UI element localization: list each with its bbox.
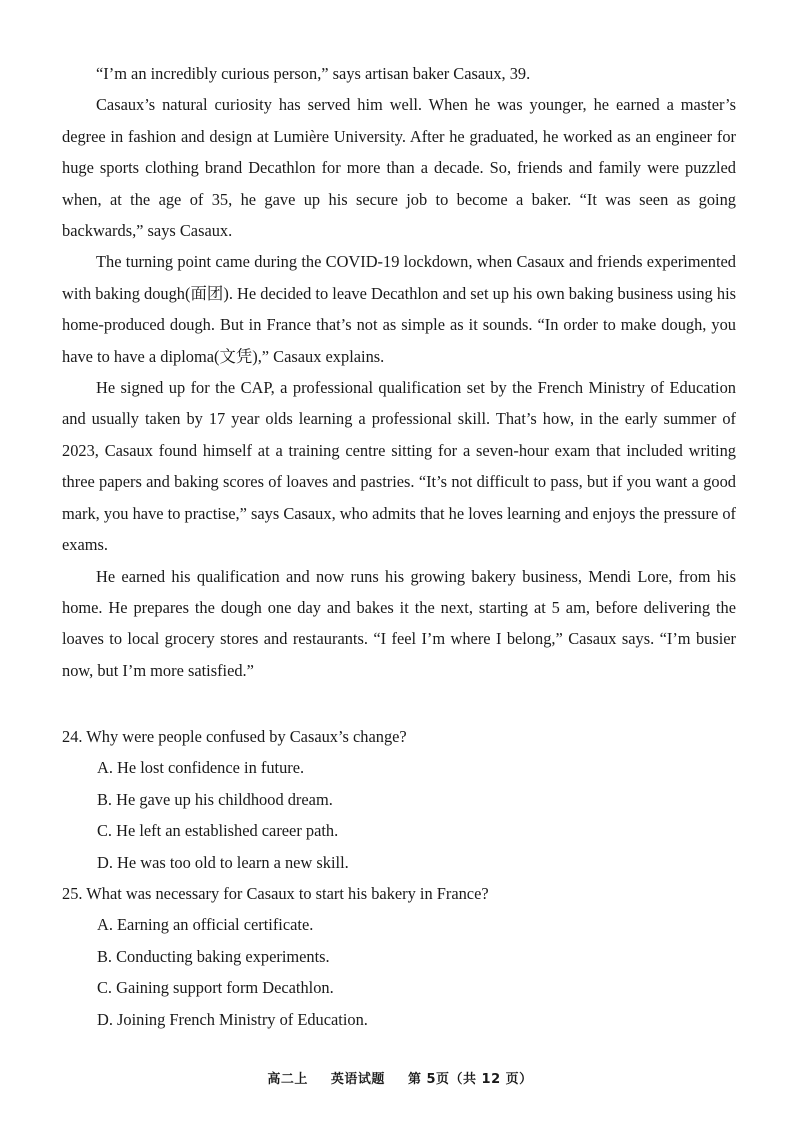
question-list xyxy=(62,721,736,1035)
reading-passage xyxy=(62,58,736,686)
option-a: A. He lost confidence in future. xyxy=(97,758,305,778)
question-stem: 25. What was necessary for Casaux to start his bakery in France? xyxy=(62,884,489,904)
footer-page-number: 第 5页（共 12 页） xyxy=(407,1072,533,1087)
passage-paragraph-2: Casaux’s natural curiosity has served him well. When he was younger, he earned a master’s degree in fashion and design at Lumière University. After he graduated, he worked as an engineer for huge sports clothing brand Decathlon for more than a decade. So, friends and family were puzzled when, at the age of 35, he gave up his secure job to become a baker. “It was seen as going backwards,” says Casaux. xyxy=(62,95,736,241)
passage-paragraph-3: The turning point came during the COVID-19 lockdown, when Casaux and friends experimented with baking dough(面团). He decided to leave Decathlon and set up his own baking business using his home-produced dough. But in France that’s not as simple as it sounds. “In order to make dough, you have to have a diploma(文凭),” Casaux explains. xyxy=(62,252,736,366)
option-c: C. He left an established career path. xyxy=(97,821,339,841)
option-a: A. Earning an official certificate. xyxy=(97,915,314,935)
option-d: D. He was too old to learn a new skill. xyxy=(97,852,349,872)
page-footer xyxy=(0,1068,800,1087)
question-stem: 24. Why were people confused by Casaux’s change? xyxy=(62,727,407,746)
passage-paragraph-4: He signed up for the CAP, a professional qualification set by the French Ministry of Education and usually taken by 17 year olds learning a professional skill. That’s how, in the early summer of 2023, Casaux found himself at a training centre sitting for a seven-hour exam that included writing three papers and baking scores of loaves and pastries. “It’s not difficult to pass, but if you want a good mark, you have to practise,” says Casaux, who admits that he loves learning and enjoys the pressure of exams. xyxy=(62,378,736,555)
question-24 xyxy=(62,721,736,878)
option-b: B. Conducting baking experiments. xyxy=(97,946,330,966)
footer-grade: 高二上 xyxy=(267,1072,308,1087)
passage-paragraph-1: “I’m an incredibly curious person,” says artisan baker Casaux, 39. xyxy=(96,64,531,83)
passage-paragraph-5: He earned his qualification and now runs his growing bakery business, Mendi Lore, from his home. He prepares the dough one day and bakes it the next, starting at 5 am, before delivering the loaves to local grocery stores and restaurants. “I feel I’m where I belong,” Casaux says. “I’m busier now, but I’m more satisfied.” xyxy=(62,566,736,680)
footer-subject: 英语试题 xyxy=(330,1072,385,1087)
option-b: B. He gave up his childhood dream. xyxy=(97,789,333,809)
question-25 xyxy=(62,878,736,1035)
option-d: D. Joining French Ministry of Education. xyxy=(97,1009,368,1029)
option-c: C. Gaining support form Decathlon. xyxy=(97,978,334,998)
